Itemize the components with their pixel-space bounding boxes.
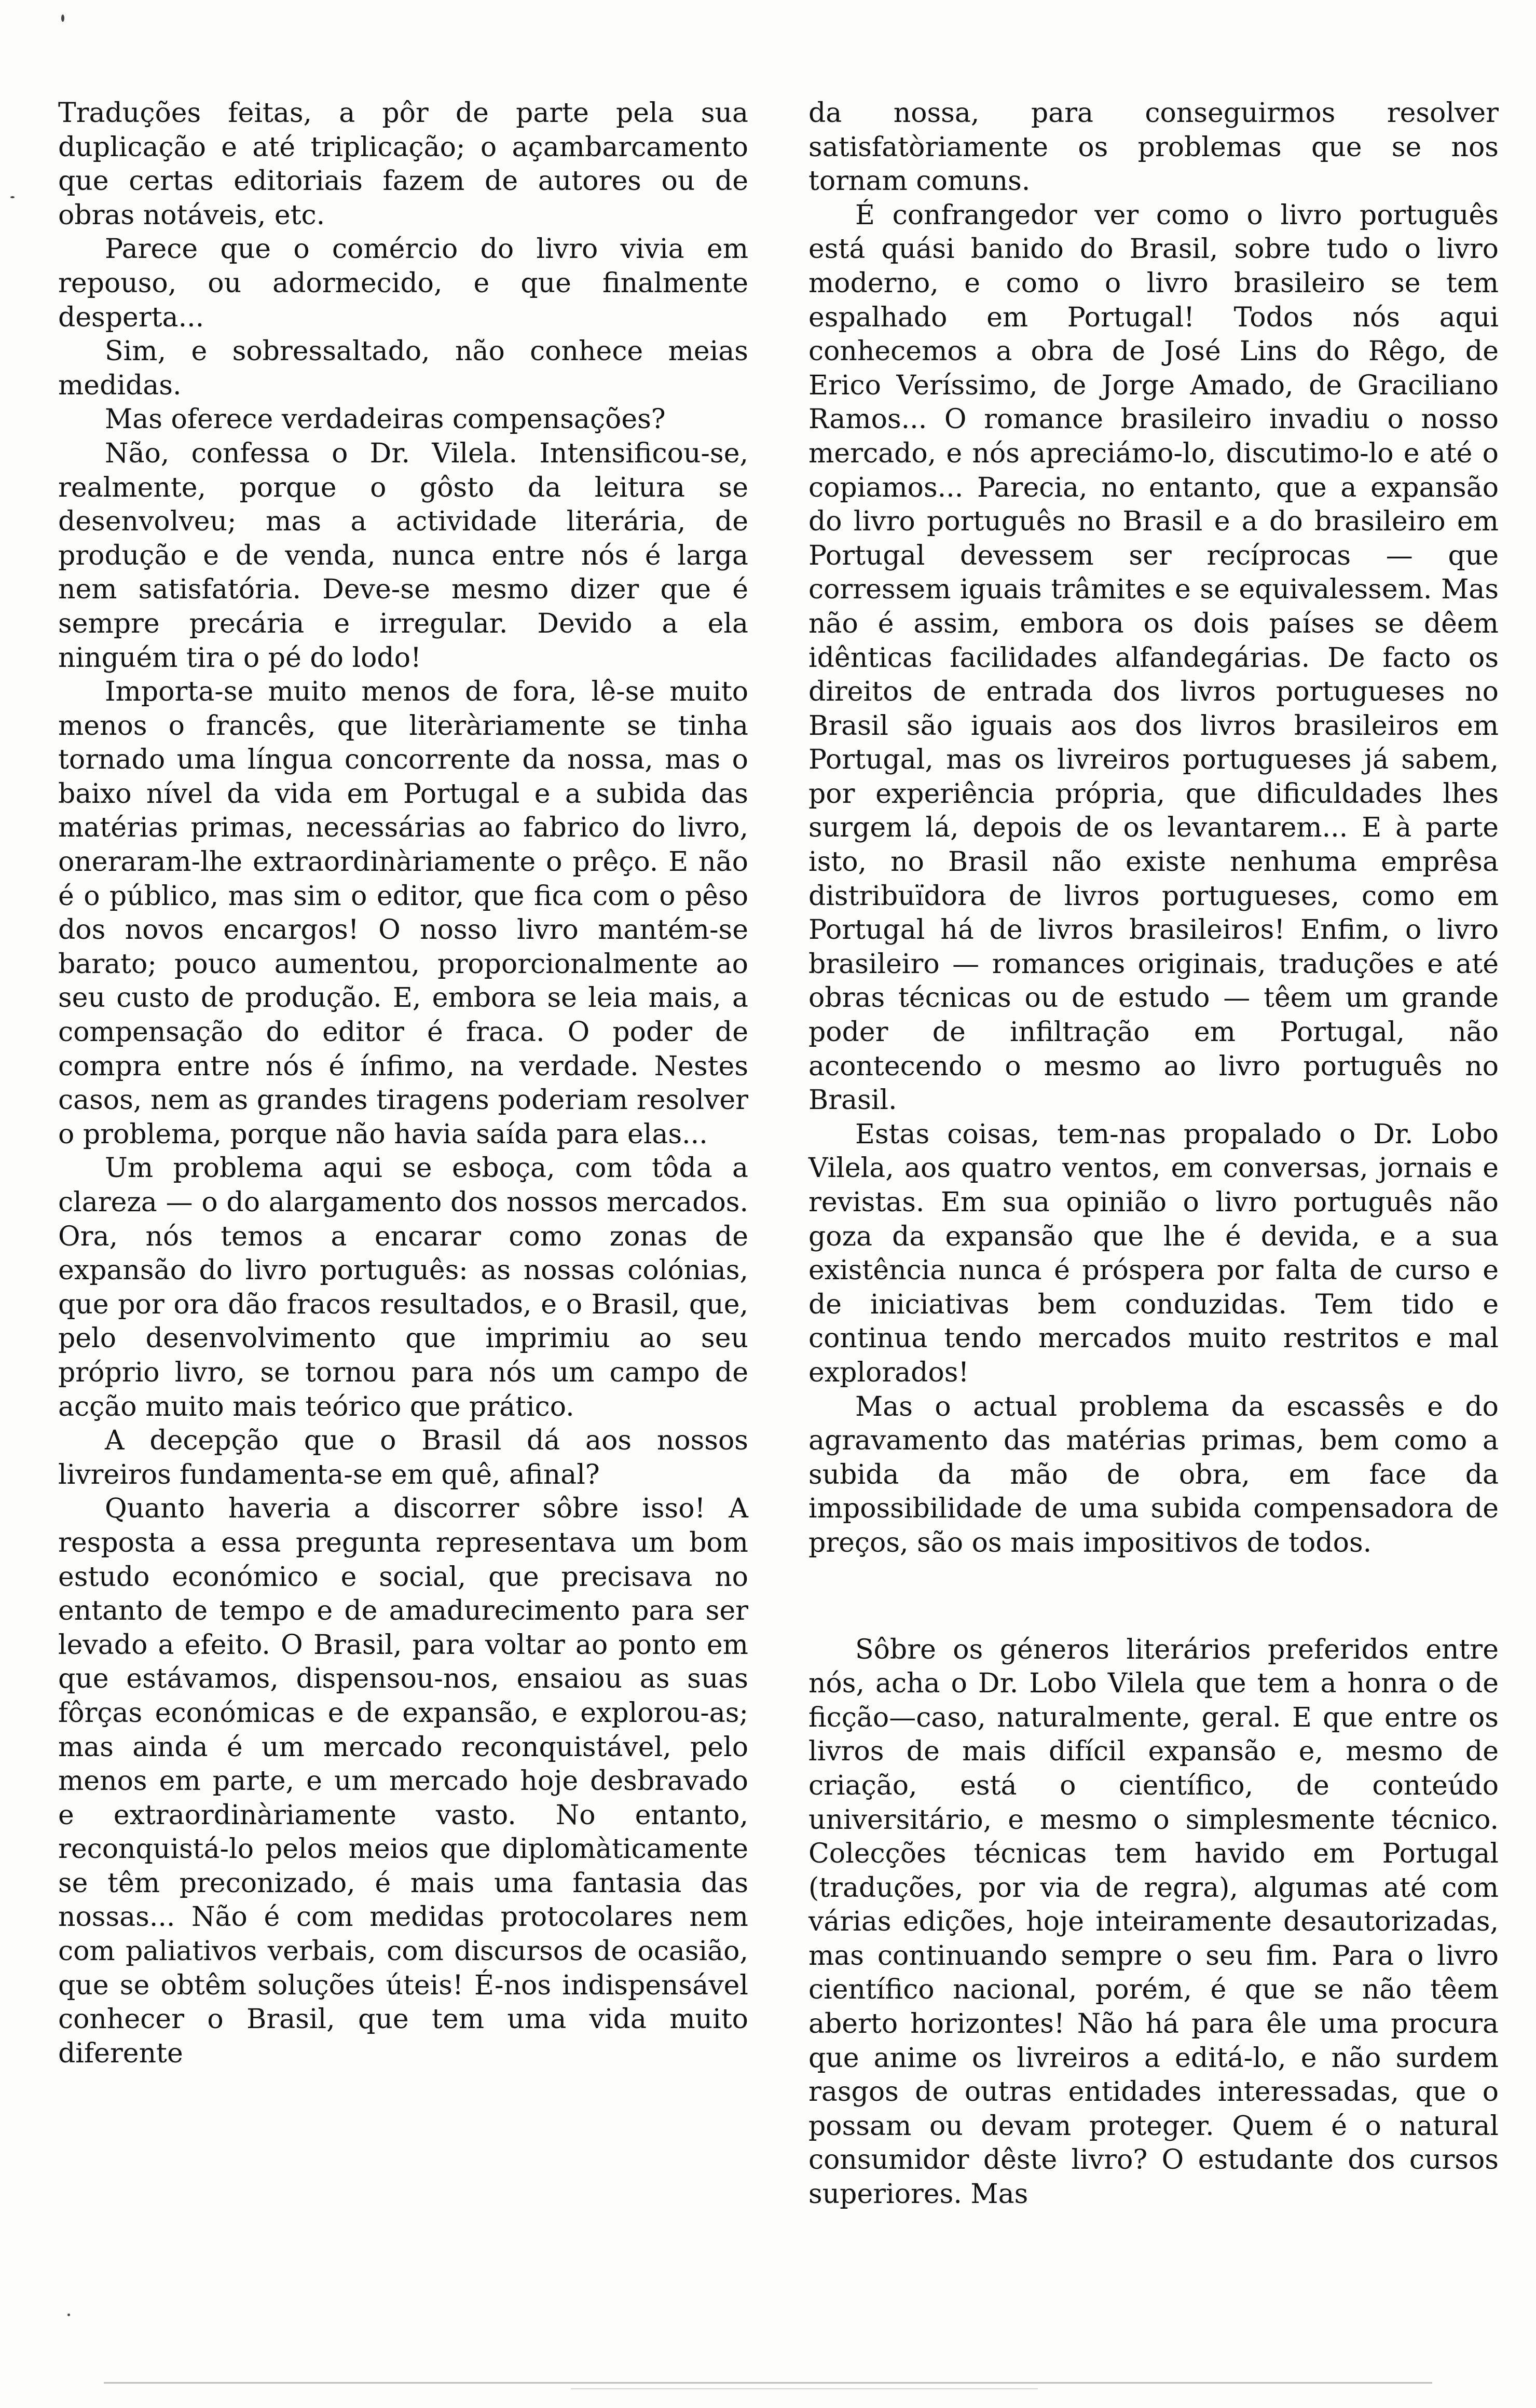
paragraph: Traduções feitas, a pôr de parte pela sua duplicação e até triplicação; o açambarcamento que certas editoriais fazem de autores ou de obras notáveis, etc. (58, 98, 748, 231)
scan-speck (67, 2314, 70, 2316)
paragraph: Parece que o comércio do livro vivia em repouso, ou adormecido, e que finalmente desperta... (58, 234, 748, 333)
paragraph: Estas coisas, tem-nas propalado o Dr. Lobo Vilela, aos quatro ventos, em conversas, jornais e revistas. Em sua opinião o livro português não goza da expansão que lhe é devida, e a sua existência nunca é próspera por falta de curso e de iniciativas bem conduzidas. Tem tido e continua tendo mercados muito restritos e mal explorados! (808, 1118, 1499, 1388)
paragraph: A decepção que o Brasil dá aos nossos livreiros fundamenta-se em quê, afinal? (58, 1425, 748, 1490)
paragraph: da nossa, para conseguirmos resolver satisfatòriamente os problemas que se nos tornam comuns. (808, 98, 1499, 197)
paragraph: Mas oferece verdadeiras compensações? (105, 404, 666, 435)
bottom-scan-rule (104, 2382, 1432, 2384)
paragraph: Importa-se muito menos de fora, lê-se muito menos o francês, que literàriamente se tinha tornado uma língua concorrente da nossa, mas o baixo nível da vida em Portugal e a subida das matérias primas, necessárias ao fabrico do livro, oneraram-lhe extraordinàriamente o prêço. E não é o público, mas sim o editor, que fica com o pêso dos novos encargos! O nosso livro mantém-se barato; pouco aumentou, proporcionalmente ao seu custo de produção. E, embora se leia mais, a compensação do editor é fraca. O poder de compra entre nós é ínfimo, na verdade. Nestes casos, nem as grandes tiragens poderiam resolver o problema, porque não havia saída para elas... (58, 676, 748, 1150)
paragraph: Sim, e sobressaltado, não conhece meias medidas. (58, 336, 748, 401)
paragraph: Quanto haveria a discorrer sôbre isso! A resposta a essa pregunta representava um bom estudo económico e social, que precisava no entanto de tempo e de amadurecimento para ser levado a efeito. O Brasil, para voltar ao ponto em que estávamos, dispensou-nos, ensaiou as suas fôrças económicas e de expansão, e explorou-as; mas ainda é um mercado reconquistável, pelo menos em parte, e um mercado hoje desbravado e extraordinàriamente vasto. No entanto, reconquistá-lo pelos meios que diplomàticamente se têm preconizado, é mais uma fantasia das nossas... Não é com medidas protocolares nem com paliativos verbais, com discursos de ocasião, que se obtêm soluções úteis! É-nos indispensável conhecer o Brasil, que tem uma vida muito diferente (58, 1493, 748, 2069)
paragraph: É confrangedor ver como o livro português está quási banido do Brasil, sobre tudo o livro moderno, e como o livro brasileiro se tem espalhado em Portugal! Todos nós aqui conhecemos a obra de José Lins do Rêgo, de Erico Veríssimo, de Jorge Amado, de Graciliano Ramos... O romance brasileiro invadiu o nosso mercado, e nós apreciámo-lo, discutimo-lo e até o copiamos... Parecia, no entanto, que a expansão do livro português no Brasil e a do brasileiro em Portugal devessem ser recíprocas — que corressem iguais trâmites e se equivalessem. Mas não é assim, embora os dois países se dêem idênticas facilidades alfandegárias. De facto os direitos de entrada dos livros portugueses no Brasil são iguais aos dos livros brasileiros em Portugal, mas os livreiros portugueses já sabem, por experiência própria, que dificuldades lhes surgem lá, depois de os levantarem... E à parte isto, no Brasil não existe nenhuma emprêsa distribuïdora de livros portugueses, como em Portugal há de livros brasileiros! Enfim, o livro brasileiro — romances originais, traduções e até obras técnicas ou de estudo — têem um grande poder de infiltração em Portugal, não acontecendo o mesmo ao livro português no Brasil. (808, 199, 1499, 1116)
scan-speck (10, 196, 15, 198)
paragraph: Sôbre os géneros literários preferidos entre nós, acha o Dr. Lobo Vilela que tem a honra o de ficção—caso, naturalmente, geral. E que entre os livros de mais difícil expansão e, mesmo de criação, está o científico, de conteúdo universitário, e mesmo o simplesmente técnico. Colecções técnicas tem havido em Portugal (traduções, por via de regra), algumas até com várias edições, hoje inteiramente desautorizadas, mas continuando sempre o seu fim. Para o livro científico nacional, porém, é que se não têem aberto horizontes! Não há para êle uma procura que anime os livreiros a editá-lo, e não surdem rasgos de outras entidades interessadas, que o possam ou devam proteger. Quem é o natural consumidor dêste livro? O estudante dos cursos superiores. Mas (808, 1634, 1499, 2210)
bottom-scan-rule-secondary (571, 2388, 1038, 2389)
right-column (808, 97, 1499, 2212)
left-column (58, 97, 748, 2071)
scan-speck (61, 15, 64, 22)
paragraph: Não, confessa o Dr. Vilela. Intensificou-se, realmente, porque o gôsto da leitura se desenvolveu; mas a actividade literária, de produção e de venda, nunca entre nós é larga nem satisfatória. Deve-se mesmo dizer que é sempre precária e irregular. Devido a ela ninguém tira o pé do lodo! (58, 437, 748, 674)
paragraph: Mas o actual problema da escassês e do agravamento das matérias primas, bem como a subida da mão de obra, em face da impossibilidade de uma subida compensadora de preços, são os mais impositivos de todos. (808, 1391, 1499, 1558)
paragraph: Um problema aqui se esboça, com tôda a clareza — o do alargamento dos nossos mercados. Ora, nós temos a encarar como zonas de expansão do livro português: as nossas colónias, que por ora dão fracos resultados, e o Brasil, que, pelo desenvolvimento que imprimiu ao seu próprio livro, se tornou para nós um campo de acção muito mais teórico que prático. (58, 1153, 748, 1422)
